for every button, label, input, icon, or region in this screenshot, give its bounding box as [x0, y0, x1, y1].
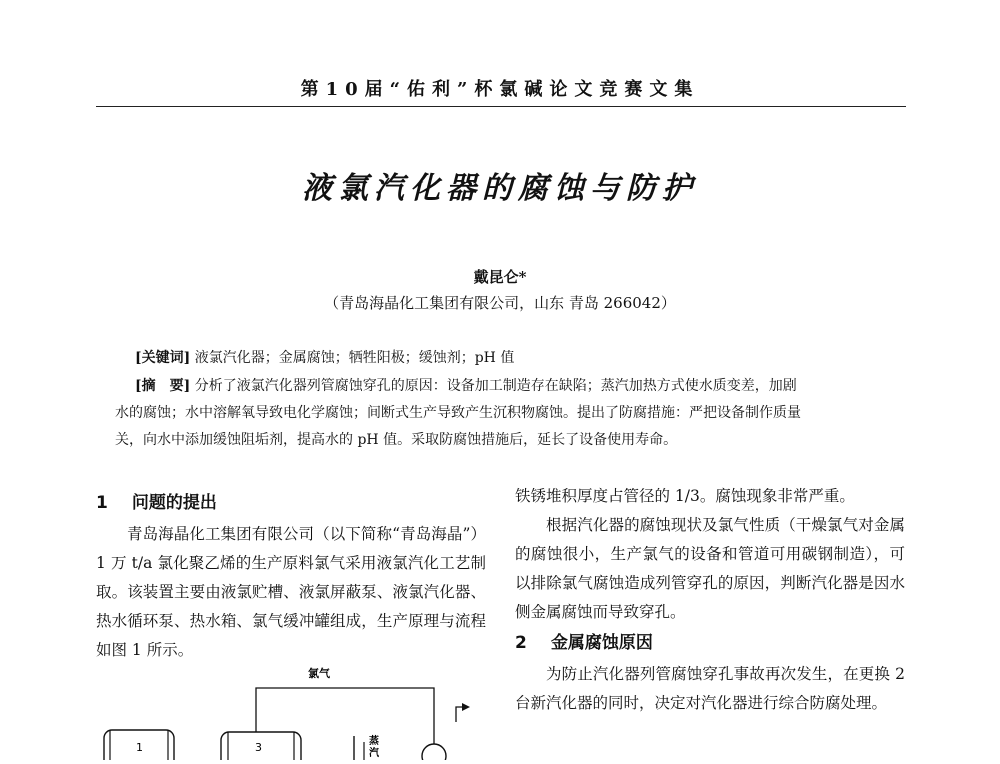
author-affiliation: （青岛海晶化工集团有限公司，山东 青岛 266042） [324, 294, 676, 312]
section-1-heading [96, 489, 486, 518]
vaporizer-3-tag: 3 [255, 741, 262, 754]
abstract-block [115, 373, 900, 454]
abstract-line-1 [115, 373, 900, 400]
chlorine-line [256, 688, 434, 744]
figure-1-flow-diagram [96, 660, 496, 764]
analysis-paragraph: 根据汽化器的腐蚀现状及氯气性质（干燥氯气对金属的腐蚀很小，生产氯气的设备和管道可用碳钢制造），可以排除氯气腐蚀造成列管穿孔的原因，判断汽化器是因水侧金属腐蚀而导致穿孔。 [515, 516, 905, 621]
abstract-label: [摘 要] [135, 378, 191, 394]
flow-diagram-svg [96, 660, 496, 760]
continued-paragraph: 铁锈堆积厚度占管径的 1/3。腐蚀现象非常严重。 [515, 487, 855, 505]
abstract-text-1: 分析了液氯汽化器列管腐蚀穿孔的原因：设备加工制造存在缺陷；蒸汽加热方式使水质变差，加剧 [194, 378, 797, 394]
section-1-number: 1 [96, 493, 108, 513]
steam-label-top: 蒸 [369, 736, 379, 747]
keywords-text: 液氯汽化器；金属腐蚀；牺牲阳极；缓蚀剂；pH 值 [194, 350, 515, 366]
header-rule [96, 106, 906, 107]
section-1-title: 问题的提出 [131, 493, 217, 513]
buffer-tank [422, 744, 446, 760]
section-2-number: 2 [515, 633, 527, 653]
article-title: 液氯汽化器的腐蚀与防护 [302, 171, 698, 206]
running-header: 第10届“佑利”杯氯碱论文竞赛文集 [300, 79, 700, 100]
outlet-arrow-icon [462, 703, 470, 711]
section-2-title: 金属腐蚀原因 [550, 633, 653, 653]
chlorine-label: 氯气 [308, 667, 330, 680]
keywords-line [135, 345, 514, 372]
tank-1-tag: 1 [136, 741, 143, 754]
abstract-line-2: 水的腐蚀；水中溶解氧导致电化学腐蚀；间断式生产导致产生沉积物腐蚀。提出了防腐措施：严把设备制作质量 [115, 405, 801, 421]
keywords-label: [关键词] [135, 350, 191, 366]
section-1-paragraph: 青岛海晶化工集团有限公司（以下简称“青岛海晶”）1 万 t/a 氯化聚乙烯的生产原料氯气采用液氯汽化工艺制取。该装置主要由液氯贮槽、液氯屏蔽泵、液氯汽化器、热水循环泵、热水箱、氯气缓冲罐组成，生产原理与流程如图 1 所示。 [96, 525, 486, 659]
author-name: 戴昆仑* [473, 268, 527, 286]
abstract-line-3: 关，向水中添加缓蚀阻垢剂，提高水的 pH 值。采取防腐蚀措施后，延长了设备使用寿命。 [115, 432, 678, 448]
left-column [96, 487, 486, 665]
section-2-heading [515, 629, 905, 658]
right-column [515, 482, 905, 718]
steam-label-bottom: 汽 [369, 748, 379, 759]
section-2-paragraph: 为防止汽化器列管腐蚀穿孔事故再次发生，在更换 2 台新汽化器的同时，决定对汽化器进行综合防腐处理。 [515, 665, 905, 712]
